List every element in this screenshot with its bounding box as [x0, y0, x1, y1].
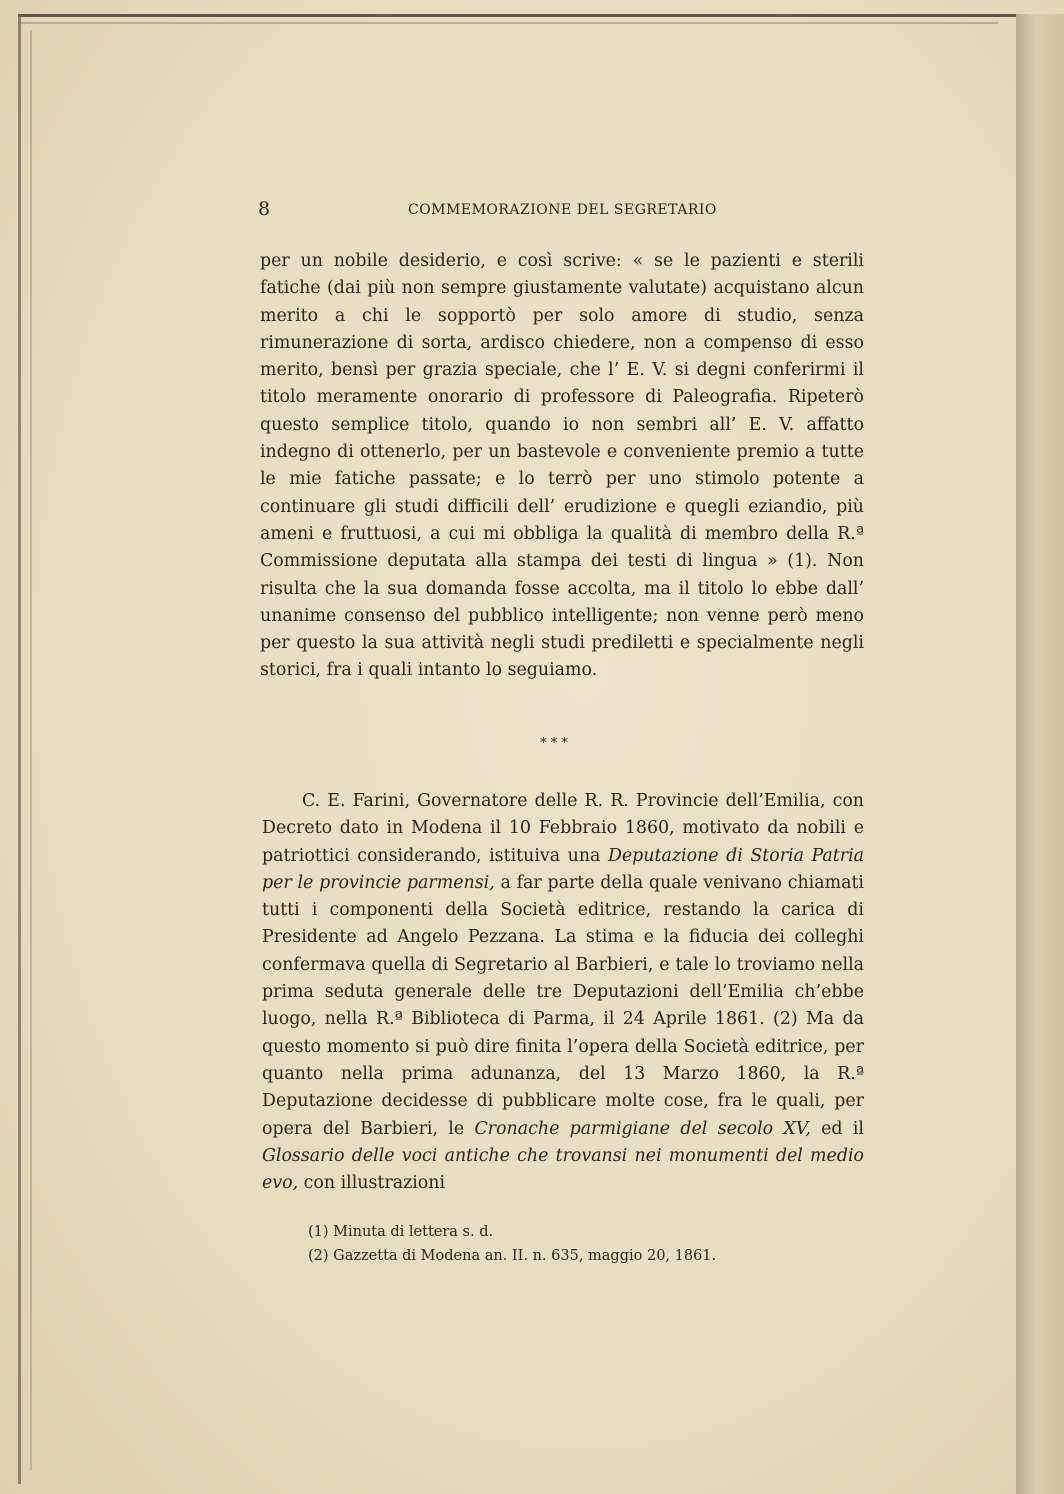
footnote-1: (1) Minuta di lettera s. d. [308, 1224, 494, 1240]
next-page-edge [1016, 14, 1064, 1494]
main-text-block-2 [262, 788, 864, 1197]
page-left-edge-shadow [30, 30, 32, 1470]
main-text-block-1 [260, 248, 864, 685]
paragraph-2-part-3: ed il [810, 1118, 864, 1139]
paragraph-1: per un nobile desiderio, e così scrive: « se le pazienti e sterili fatiche (dai più non sempre giustamente valutate) acquistano alcun merito a chi le sopportò per solo amore di studio, senza rimunerazione di sorta, ardisco chiedere, non a compenso di esso merito, bensì per grazia speciale, che l’ E. V. si degni conferirmi il titolo meramente onorario di professore di Paleografia. Ripeterò questo semplice titolo, quando io non sembri all’ E. V. affatto indegno di ottenerlo, per un bastevole e conveniente premio a tutte le mie fatiche passate; e lo terrò per uno stimolo potente a continuare gli studi difficili dell’ erudizione e quegli eziandio, più ameni e fruttuosi, a cui mi obbliga la qualità di membro della R.ª Commissione deputata alla stampa dei testi di lingua » (1). Non risulta che la sua domanda fosse accolta, ma il titolo lo ebbe dall’ unanime consenso del pubblico intelligente; non venne però meno per questo la sua attività negli studi prediletti e specialmente negli storici, fra i quali intanto lo seguiamo. [260, 251, 864, 681]
paragraph-2-part-1: C. E. Farini, Governatore delle R. R. Provincie dell’Emilia, con Decreto dato in Modena il 10 Febbraio 1860, motivato da nobili e patriottici considerando, istituiva una [262, 791, 864, 866]
page-number: 8 [258, 198, 271, 220]
paragraph-2-part-4: con illustrazioni [298, 1173, 446, 1194]
footnotes [308, 1220, 868, 1268]
running-head: COMMEMORAZIONE DEL SEGRETARIO [408, 202, 717, 218]
paragraph-2 [262, 788, 864, 1197]
paragraph-2-italic-title-2: Cronache parmigiane del secolo XV, [474, 1118, 811, 1139]
page-left-edge [18, 14, 21, 1484]
section-asterism: * * * [540, 736, 568, 751]
page-header [258, 198, 864, 222]
paragraph-2-part-2: a far parte della quale venivano chiamati tutti i componenti della Società editrice, restando la carica di Presidente ad Angelo Pezzana. La stima e la fiducia dei colleghi confermava quella di Segretario al Barbieri, e tale lo troviamo nella prima seduta generale delle tre Deputazioni dell’Emilia ch’ebbe luogo, nella R.ª Biblioteca di Parma, il 24 Aprile 1861. (2) Ma da questo momento si può dire finita l’opera della Società editrice, per quanto nella prima adunanza, del 13 Marzo 1860, la R.ª Deputazione decidesse di pubblicare molte cose, fra le quali, per opera del Barbieri, le [262, 872, 864, 1139]
paragraph-2-italic-title-1: Deputazione di Storia Patria per le provincie parmensi, [262, 845, 865, 893]
page-top-edge-shadow [18, 22, 998, 24]
paragraph-2-italic-title-3: Glossario delle voci antiche che trovansi nei monumenti del medio evo, [262, 1145, 864, 1194]
footnote-2: (2) Gazzetta di Modena an. II. n. 635, maggio 20, 1861. [308, 1248, 717, 1264]
page-top-edge [18, 14, 1018, 17]
